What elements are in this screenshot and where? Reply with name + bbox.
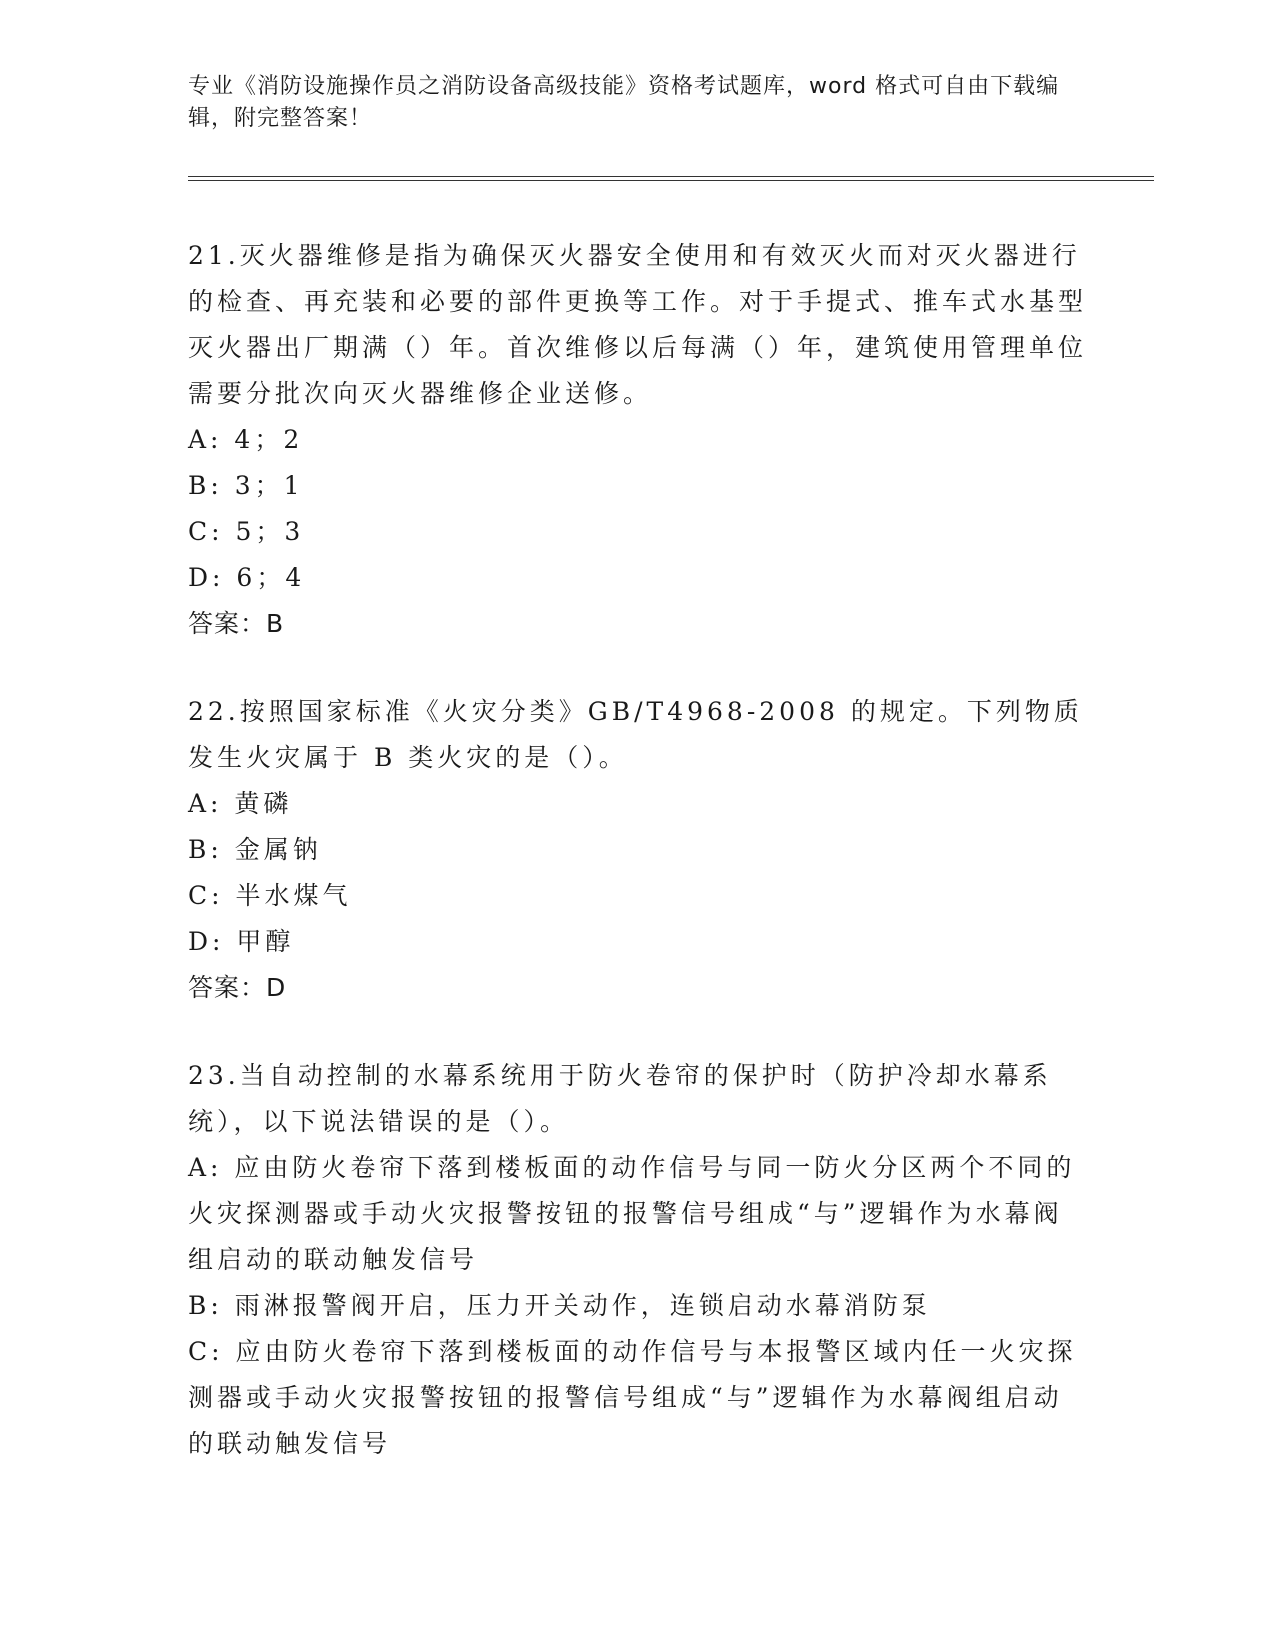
document-header: 专业《消防设施操作员之消防设备高级技能》资格考试题库，word 格式可自由下载编辑，附完整答案！ <box>188 74 1060 131</box>
option-b: B: 雨淋报警阀开启，压力开关动作，连锁启动水幕消防泵 <box>188 1291 931 1320</box>
option-b: B: 金属钠 <box>188 835 322 864</box>
question-21 <box>188 233 1088 647</box>
header-divider <box>188 176 1154 181</box>
option-a: A: 4；2 <box>188 425 304 454</box>
option-c: C: 半水煤气 <box>188 881 352 910</box>
answer-line: 答案：D <box>188 973 287 1002</box>
question-text: 21.灭火器维修是指为确保灭火器安全使用和有效灭火而对灭火器进行的检查、再充装和必要的部件更换等工作。对于手提式、推车式水基型灭火器出厂期满（）年。首次维修以后每满（）年，建筑使用管理单位需要分批次向灭火器维修企业送修。 <box>188 241 1088 408</box>
option-c: C: 5；3 <box>188 517 305 546</box>
question-23 <box>188 1053 1088 1467</box>
question-text: 22.按照国家标准《火灾分类》GB/T4968-2008 的规定。下列物质发生火灾属于 B 类火灾的是（）。 <box>188 697 1083 772</box>
answer-line: 答案：B <box>188 609 285 638</box>
document-page <box>188 0 1138 1650</box>
option-a: A: 黄磷 <box>188 789 293 818</box>
option-d: D: 6；4 <box>188 563 306 592</box>
option-b: B: 3；1 <box>188 471 304 500</box>
question-text: 23.当自动控制的水幕系统用于防火卷帘的保护时（防护冷却水幕系统），以下说法错误的是（）。 <box>188 1061 1052 1136</box>
question-22 <box>188 689 1088 1011</box>
option-d: D: 甲醇 <box>188 927 295 956</box>
option-c: C: 应由防火卷帘下落到楼板面的动作信号与本报警区域内任一火灾探测器或手动火灾报警按钮的报警信号组成“与”逻辑作为水幕阀组启动的联动触发信号 <box>188 1337 1077 1458</box>
option-a: A: 应由防火卷帘下落到楼板面的动作信号与同一防火分区两个不同的火灾探测器或手动火灾报警按钮的报警信号组成“与”逻辑作为水幕阀组启动的联动触发信号 <box>188 1153 1076 1274</box>
